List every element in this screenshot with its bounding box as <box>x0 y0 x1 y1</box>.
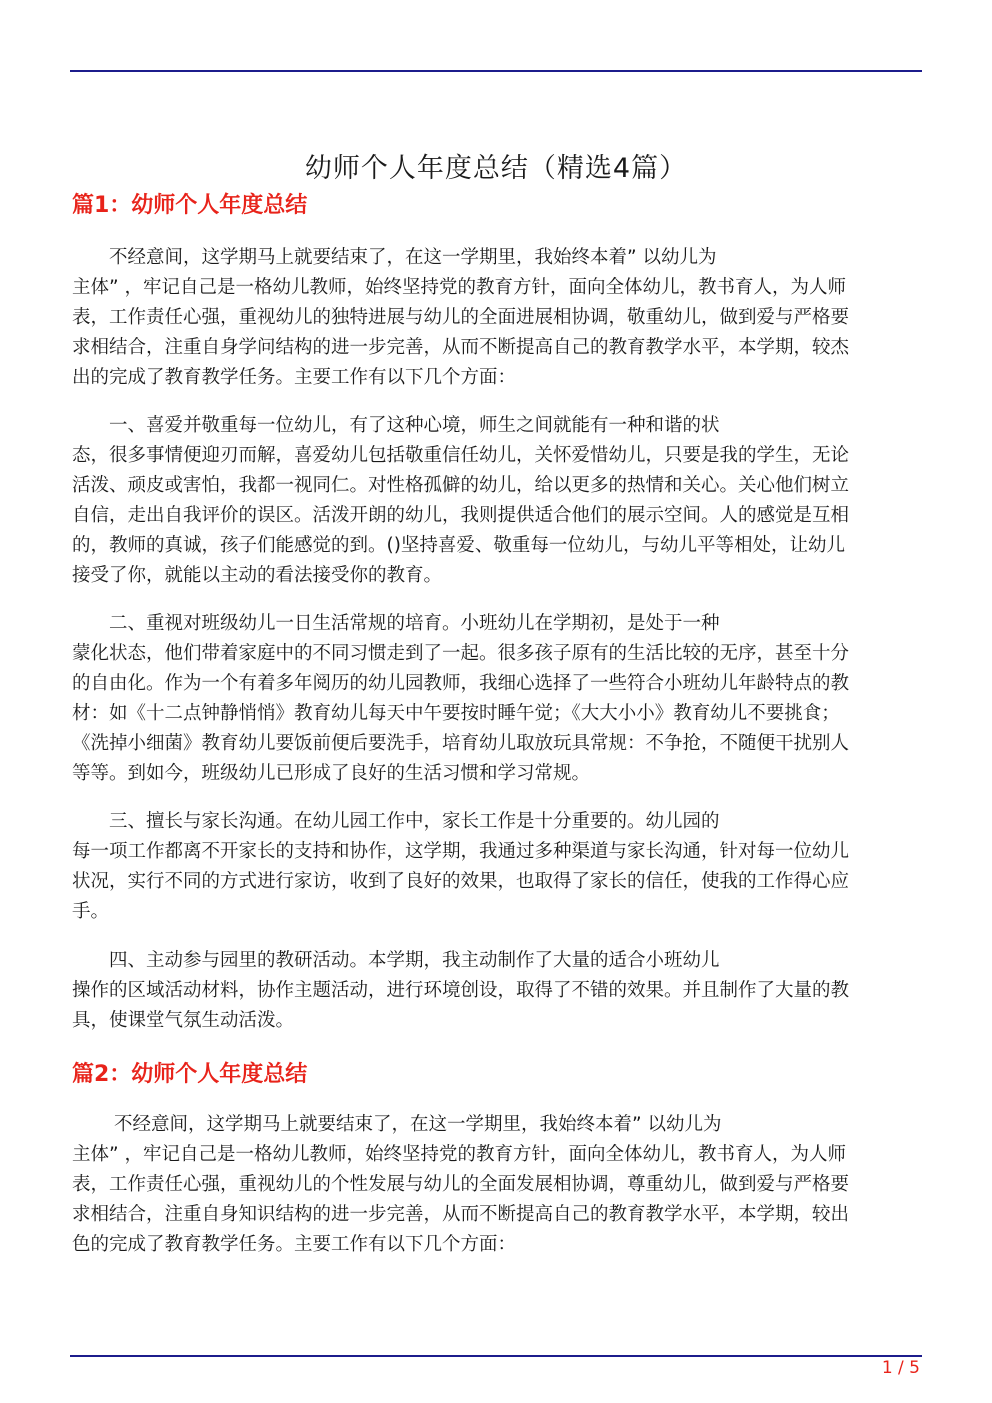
footer-rule <box>70 1355 922 1357</box>
text-line: 自信，走出自我评价的误区。活泼开朗的幼儿，我则提供适合他们的展示空间。人的感觉是互相 <box>72 505 850 526</box>
text-line: 三、擅长与家长沟通。在幼儿园工作中，家长工作是十分重要的。幼儿园的 <box>109 811 720 832</box>
text-line: 出的完成了教育教学任务。主要工作有以下几个方面： <box>72 367 517 388</box>
text-line: 二、重视对班级幼儿一日生活常规的培育。小班幼儿在学期初，是处于一种 <box>109 613 720 634</box>
text-line: 四、主动参与园里的教研活动。本学期，我主动制作了大量的适合小班幼儿 <box>109 950 720 971</box>
paragraph-point-1 <box>72 411 912 591</box>
text-line: 求相结合，注重自身知识结构的进一步完善，从而不断提高自己的教育教学水平，本学期，较出 <box>72 1204 850 1225</box>
text-line: 具，使课堂气氛生动活泼。 <box>72 1010 295 1031</box>
paragraph-point-2 <box>72 609 912 789</box>
text-line: 的自由化。作为一个有着多年阅历的幼儿园教师，我细心选择了一些符合小班幼儿年龄特点的教 <box>72 673 850 694</box>
text-line: 态，很多事情便迎刃而解，喜爱幼儿包括敬重信任幼儿，关怀爱惜幼儿，只要是我的学生，无论 <box>72 445 850 466</box>
text-line: 活泼、顽皮或害怕，我都一视同仁。对性格孤僻的幼儿，给以更多的热情和关心。关心他们树立 <box>72 475 850 496</box>
text-line: 主体” ，牢记自己是一格幼儿教师，始终坚持党的教育方针，面向全体幼儿，教书育人，为人师 <box>72 277 846 298</box>
text-line: 每一项工作都离不开家长的支持和协作，这学期，我通过多种渠道与家长沟通，针对每一位幼儿 <box>72 841 850 862</box>
text-line: 接受了你，就能以主动的看法接受你的教育。 <box>72 565 443 586</box>
text-line: 求相结合，注重自身学问结构的进一步完善，从而不断提高自己的教育教学水平，本学期，较杰 <box>72 337 850 358</box>
text-line: 不经意间，这学期马上就要结束了，在这一学期里，我始终本着” 以幼儿为 <box>114 1114 722 1135</box>
text-line: 不经意间，这学期马上就要结束了，在这一学期里，我始终本着” 以幼儿为 <box>109 247 717 268</box>
text-line: 材：如《十二点钟静悄悄》教育幼儿每天中午要按时睡午觉；《大大小小》教育幼儿不要挑食； <box>72 703 840 724</box>
paragraph-point-3 <box>72 807 912 927</box>
text-line: 蒙化状态，他们带着家庭中的不同习惯走到了一起。很多孩子原有的生活比较的无序，甚至十分 <box>72 643 850 664</box>
section-heading-1: 篇1：幼师个人年度总结 <box>72 193 308 218</box>
text-line: 状况，实行不同的方式进行家访，收到了良好的效果，也取得了家长的信任，使我的工作得心应 <box>72 871 850 892</box>
paragraph-intro-1 <box>72 243 912 393</box>
text-line: 表，工作责任心强，重视幼儿的独特进展与幼儿的全面进展相协调，敬重幼儿，做到爱与严格要 <box>72 307 850 328</box>
text-line: 主体” ，牢记自己是一格幼儿教师，始终坚持党的教育方针，面向全体幼儿，教书育人，为人师 <box>72 1144 846 1165</box>
text-line: 《洗掉小细菌》教育幼儿要饭前便后要洗手，培育幼儿取放玩具常规：不争抢，不随便干扰别人 <box>72 733 850 754</box>
text-line: 一、喜爱并敬重每一位幼儿，有了这种心境，师生之间就能有一种和谐的状 <box>109 415 720 436</box>
paragraph-intro-2 <box>72 1110 912 1260</box>
text-line: 等等。到如今，班级幼儿已形成了良好的生活习惯和学习常规。 <box>72 763 591 784</box>
header-rule <box>70 70 922 72</box>
section-heading-2: 篇2：幼师个人年度总结 <box>72 1062 308 1087</box>
text-line: 的，教师的真诚，孩子们能感觉的到。()坚持喜爱、敬重每一位幼儿，与幼儿平等相处，让幼儿 <box>72 535 845 556</box>
text-line: 色的完成了教育教学任务。主要工作有以下几个方面： <box>72 1234 517 1255</box>
paragraph-point-4 <box>72 946 912 1036</box>
page-number: 1 / 5 <box>881 1358 920 1378</box>
text-line: 操作的区域活动材料，协作主题活动，进行环境创设，取得了不错的效果。并且制作了大量的教 <box>72 980 850 1001</box>
text-line: 手。 <box>72 901 110 922</box>
document-title: 幼师个人年度总结（精选4篇） <box>304 153 688 185</box>
text-line: 表，工作责任心强，重视幼儿的个性发展与幼儿的全面发展相协调，尊重幼儿，做到爱与严格要 <box>72 1174 850 1195</box>
